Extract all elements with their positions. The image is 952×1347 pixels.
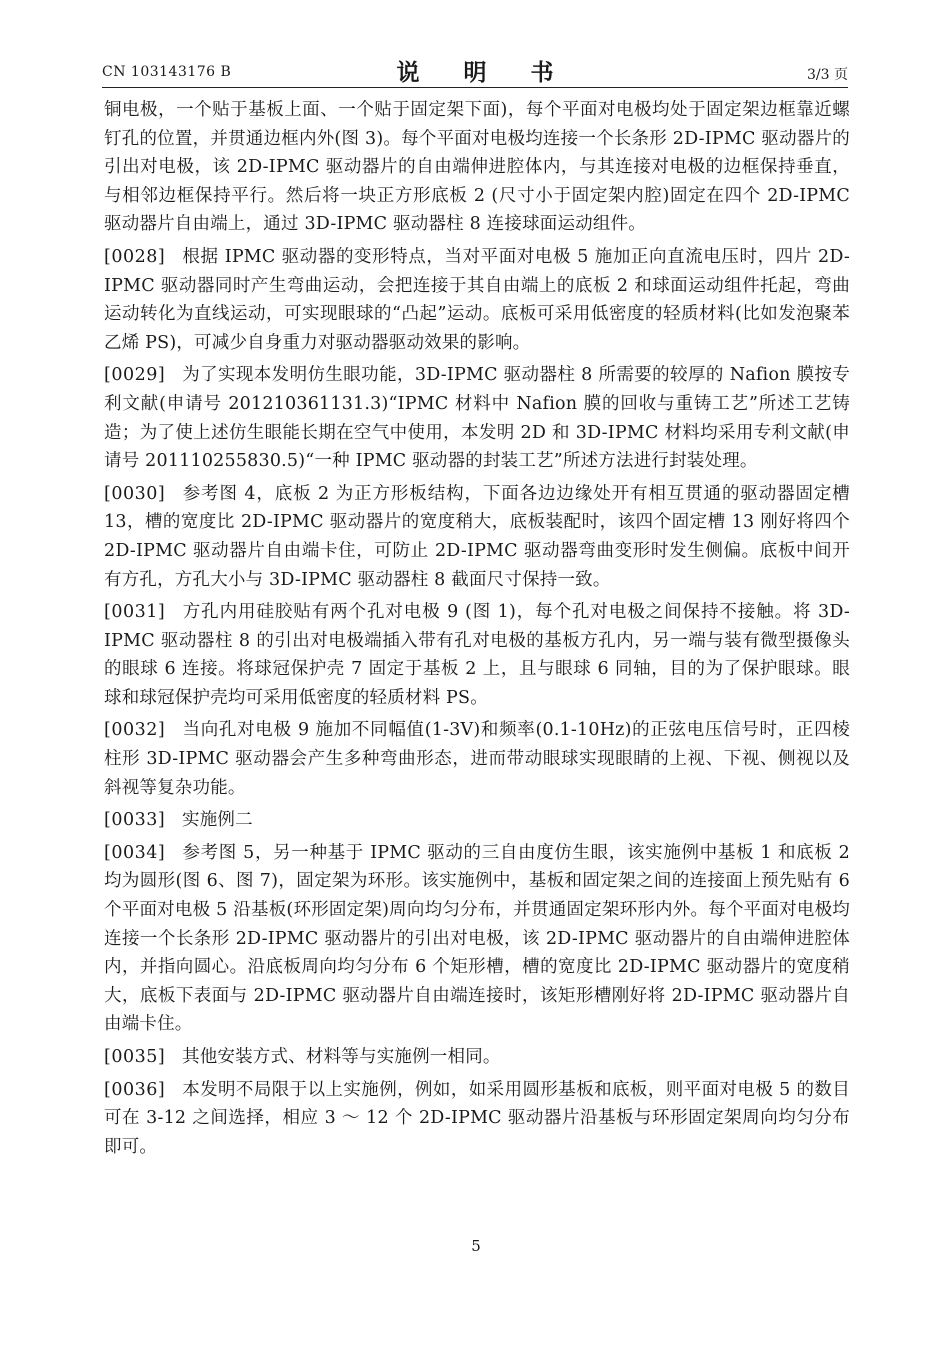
paragraph-text: 根据 IPMC 驱动器的变形特点，当对平面对电极 5 施加正向直流电压时，四片 2D-IPMC 驱动器同时产生弯曲运动，会把连接于其自由端上的底板 2 和球面运动组件托起，弯曲运动转化为直线运动，可实现眼球的“凸起”运动。底板可采用低密度的轻质材料(比如发泡聚苯乙烯 PS)，可减少自身重力对驱动器驱动效果的影响。 (104, 246, 850, 353)
paragraph-id: [0035] (104, 1047, 166, 1067)
paragraph-0036 (104, 1076, 850, 1162)
paragraph-0033 (104, 806, 850, 835)
paragraph-id: [0029] (104, 365, 166, 386)
paragraph-text: 参考图 4，底板 2 为正方形板结构，下面各边边缘处开有相互贯通的驱动器固定槽 13，槽的宽度比 2D-IPMC 驱动器片的宽度稍大，底板装配时，该四个固定槽 13 刚好将四个 2D-IPMC 驱动器片自由端卡住，可防止 2D-IPMC 驱动器弯曲变形时发生侧偏。底板中间开有方孔，方孔大小与 3D-IPMC 驱动器柱 8 截面尺寸保持一致。 (104, 483, 850, 590)
paragraph-text: 参考图 5，另一种基于 IPMC 驱动的三自由度仿生眼，该实施例中基板 1 和底板 2 均为圆形(图 6、图 7)，固定架为环形。该实施例中，基板和固定架之间的连接面上预先贴有 6 个平面对电极 5 沿基板(环形固定架)周向均匀分布，并贯通固定架环形内外。每个平面对电极均连接一个长条形 2D-IPMC 驱动器片的引出对电极，该 2D-IPMC 驱动器片的自由端伸进腔体内，并指向圆心。沿底板周向均匀分布 6 个矩形槽，槽的宽度比 2D-IPMC 驱动器片的宽度稍大，底板下表面与 2D-IPMC 驱动器片自由端连接时，该矩形槽刚好将 2D-IPMC 驱动器片自由端卡住。 (104, 842, 850, 1035)
document-title: 说 明 书 (396, 59, 572, 86)
page-header (102, 54, 848, 86)
paragraph-id: [0030] (104, 483, 166, 504)
paragraph-0031 (104, 598, 850, 712)
paragraph-0028 (104, 243, 850, 357)
paragraph-id: [0033] (104, 810, 166, 831)
publication-number: CN 103143176 B (102, 64, 232, 80)
paragraph-id: [0036] (104, 1079, 166, 1100)
page-indicator: 3/3 页 (807, 67, 848, 83)
section-heading: 实施例二 (182, 810, 253, 831)
paragraph-text: 当向孔对电极 9 施加不同幅值(1-3V)和频率(0.1-10Hz)的正弦电压信号时，正四棱柱形 3D-IPMC 驱动器会产生多种弯曲形态，进而带动眼球实现眼睛的上视、下视、侧视以及斜视等复杂功能。 (104, 720, 850, 798)
paragraph-id: [0031] (104, 602, 166, 623)
paragraph-0029 (104, 361, 850, 475)
header-rule (102, 87, 848, 88)
document-body (104, 96, 850, 1165)
page-number: 5 (471, 1237, 481, 1255)
paragraph-text: 为了实现本发明仿生眼功能，3D-IPMC 驱动器柱 8 所需要的较厚的 Nafion 膜按专利文献(申请号 201210361131.3)“IPMC 材料中 Nafion 膜的回收与重铸工艺”所述工艺铸造；为了使上述仿生眼能长期在空气中使用，本发明 2D 和 3D-IPMC 材料均采用专利文献(申请号 201110255830.5)“一种 IPMC 驱动器的封装工艺”所述方法进行封装处理。 (104, 365, 850, 472)
paragraph-0034 (104, 839, 850, 1039)
paragraph-id: [0032] (104, 720, 166, 741)
paragraph-0032 (104, 716, 850, 802)
paragraph-text: 其他安装方式、材料等与实施例一相同。 (182, 1047, 501, 1067)
paragraph-id: [0034] (104, 842, 166, 863)
paragraph-id: [0028] (104, 246, 166, 267)
paragraph-0035 (104, 1043, 850, 1072)
paragraph-text: 本发明不局限于以上实施例，例如，如采用圆形基板和底板，则平面对电极 5 的数目可在 3-12 之间选择，相应 3 ～ 12 个 2D-IPMC 驱动器片沿基板与环形固定架周向均匀分布即可。 (104, 1079, 850, 1157)
paragraph-0030 (104, 480, 850, 594)
intro-paragraph: 铜电极，一个贴于基板上面、一个贴于固定架下面)，每个平面对电极均处于固定架边框靠近螺钉孔的位置，并贯通边框内外(图 3)。每个平面对电极均连接一个长条形 2D-IPMC 驱动器片的引出对电极，该 2D-IPMC 驱动器片的自由端伸进腔体内，与其连接对电极的边框保持垂直，与相邻边框保持平行。然后将一块正方形底板 2 (尺寸小于固定架内腔)固定在四个 2D-IPMC 驱动器片自由端上，通过 3D-IPMC 驱动器柱 8 连接球面运动组件。 (104, 100, 850, 235)
paragraph-text: 方孔内用硅胶贴有两个孔对电极 9 (图 1)，每个孔对电极之间保持不接触。将 3D-IPMC 驱动器柱 8 的引出对电极端插入带有孔对电极的基板方孔内，另一端与装有微型摄像头的眼球 6 连接。将球冠保护壳 7 固定于基板 2 上，且与眼球 6 同轴，目的为了保护眼球。眼球和球冠保护壳均可采用低密度的轻质材料 PS。 (104, 602, 850, 708)
